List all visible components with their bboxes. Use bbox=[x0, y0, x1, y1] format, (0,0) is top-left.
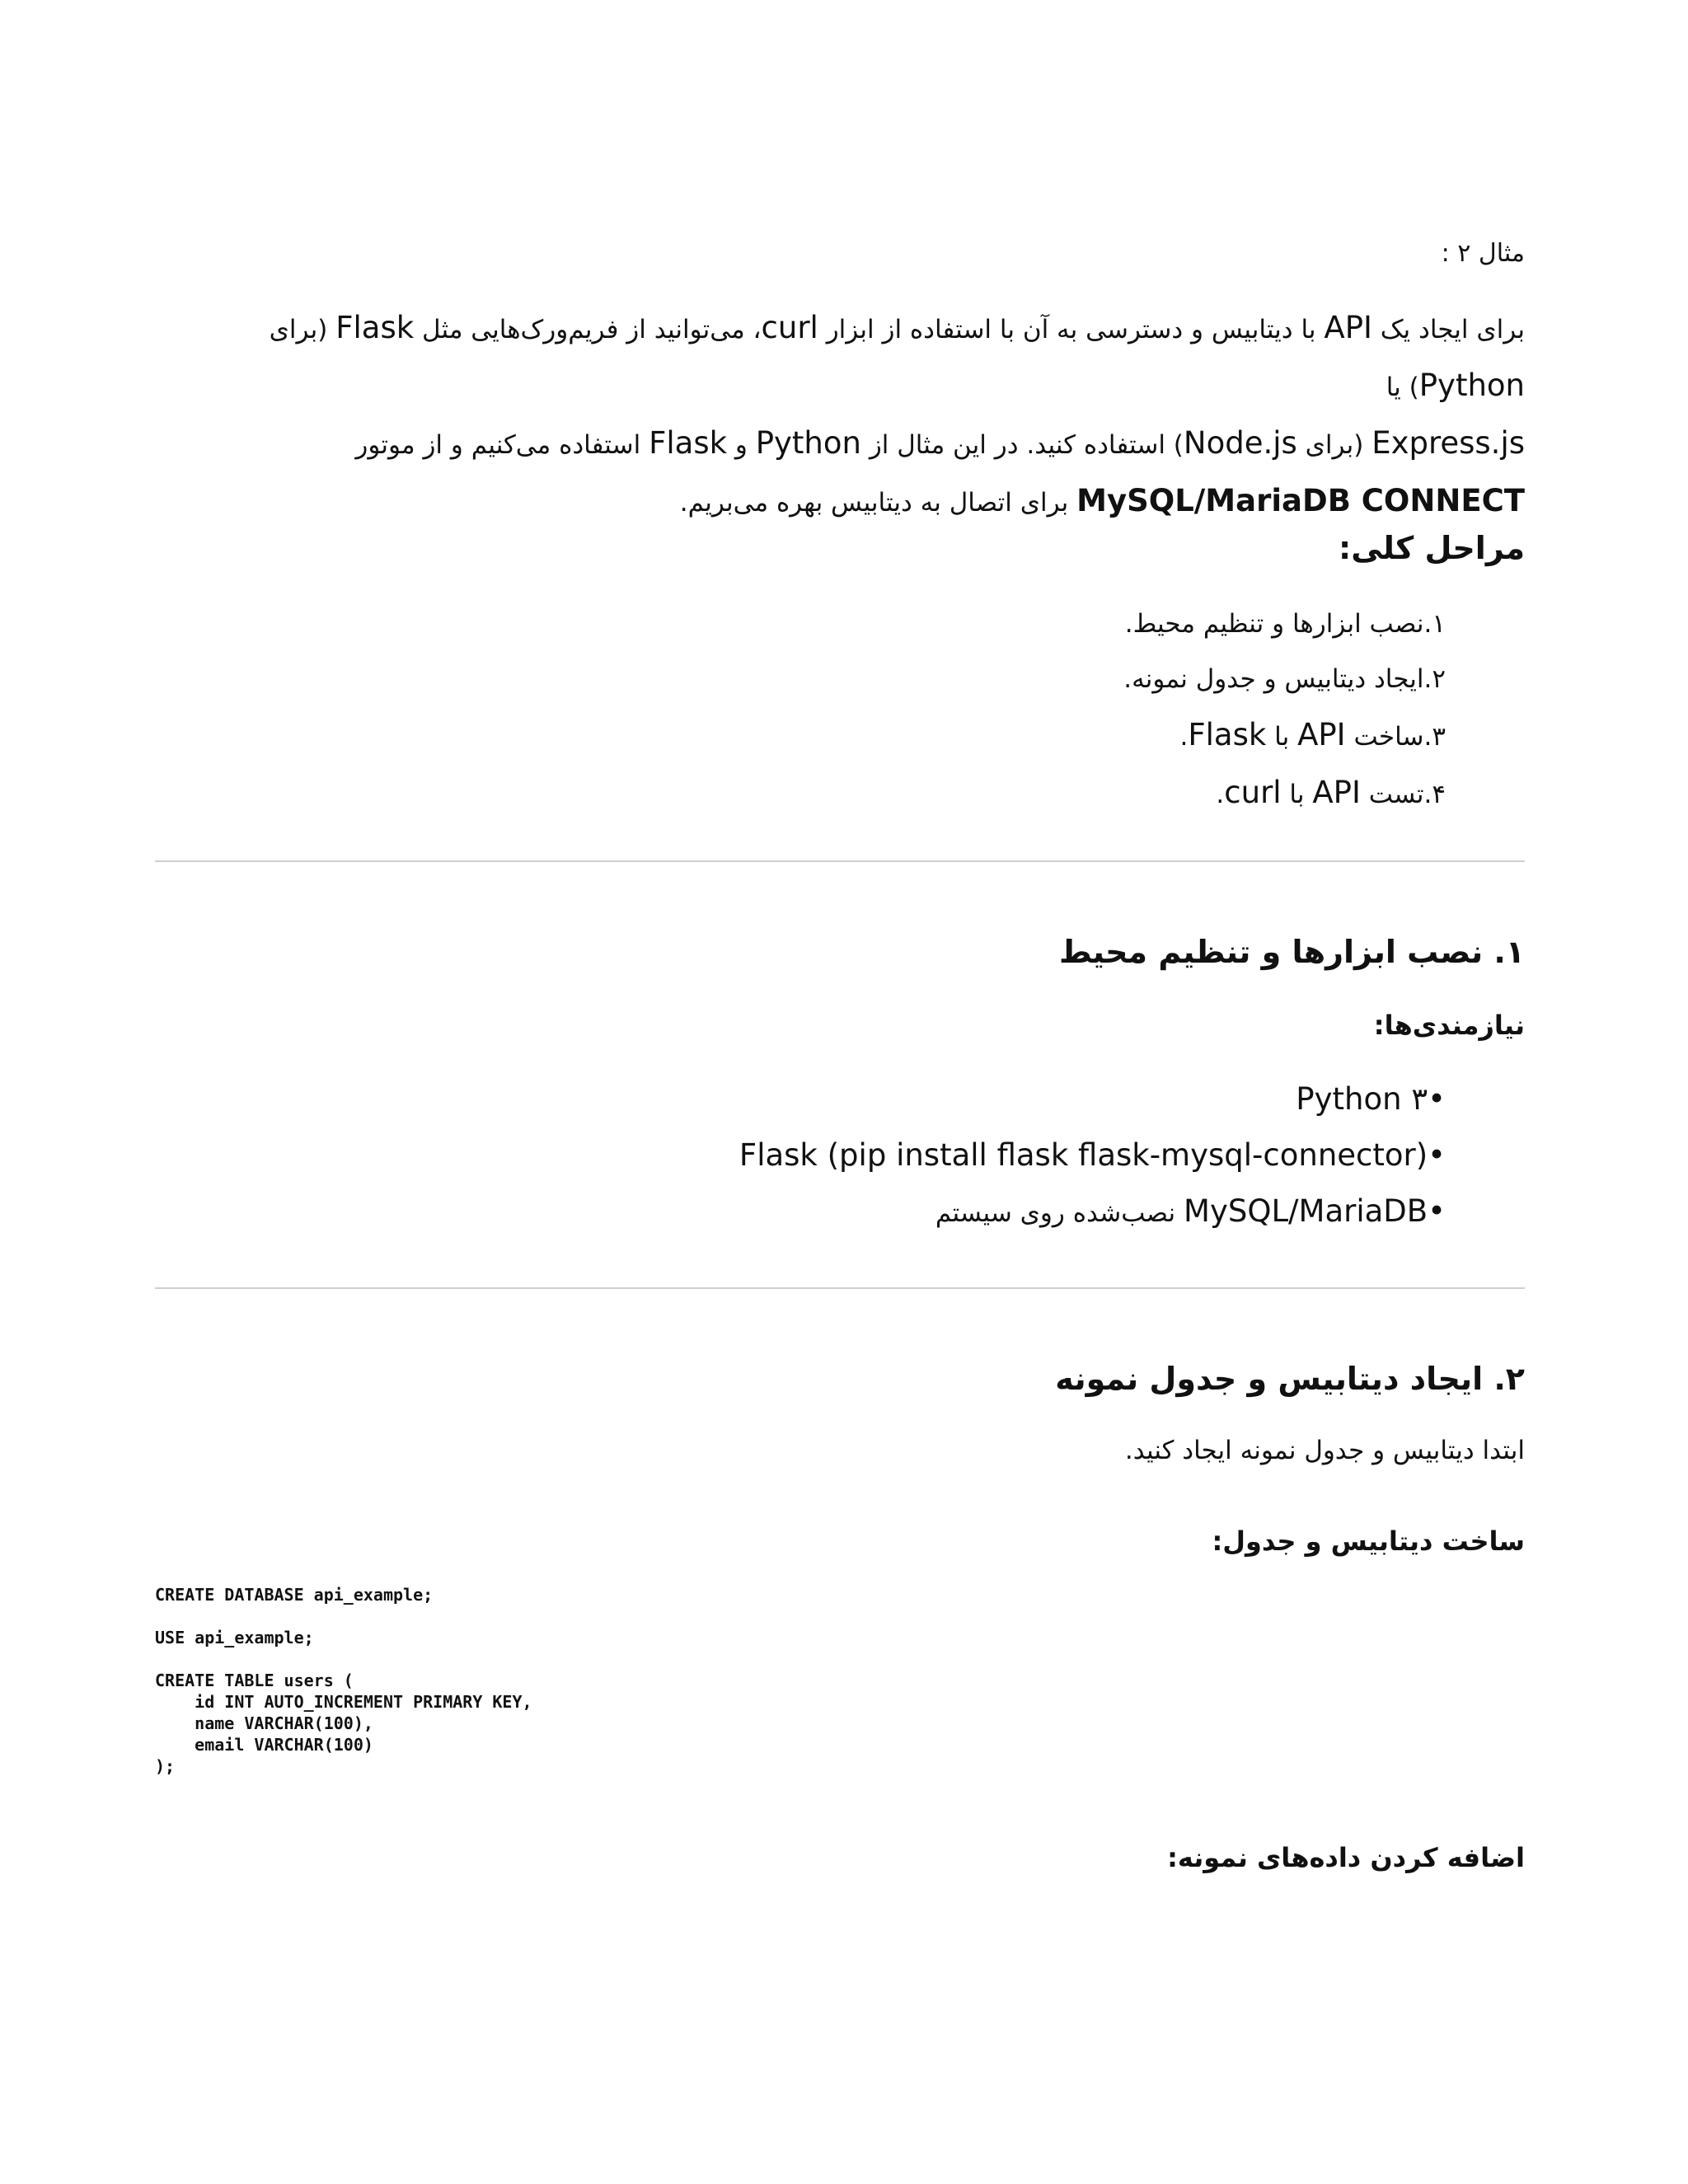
intro-engine: MySQL/MariaDB CONNECT bbox=[1076, 483, 1525, 518]
list-item bbox=[457, 1183, 1446, 1241]
intro-text: ، می‌توانید از فریم‌ورک‌هایی مثل bbox=[414, 315, 762, 344]
list-item: ۱.نصب ابزارها و تنظیم محیط. bbox=[1124, 609, 1446, 639]
list-item: •Python ۳ bbox=[1296, 1081, 1446, 1117]
list-item: ۲.ایجاد دیتابیس و جدول نمونه. bbox=[1123, 664, 1446, 694]
example-label: مثال ۲ : bbox=[1441, 239, 1525, 268]
document-page bbox=[155, 0, 1525, 2184]
step-curl: curl bbox=[1224, 775, 1282, 810]
intro-text: و bbox=[727, 430, 756, 460]
intro-flask: Flask bbox=[649, 425, 728, 461]
intro-python: Python bbox=[755, 425, 861, 461]
intro-text: (برای bbox=[1296, 430, 1372, 460]
step-text: با bbox=[1281, 780, 1313, 809]
intro-line-2 bbox=[155, 415, 1525, 473]
intro-text: استفاده می‌کنیم و از موتور bbox=[355, 430, 649, 460]
list-item bbox=[704, 707, 1446, 765]
intro-text: برای اتصال به دیتابیس بهره می‌بریم. bbox=[679, 488, 1077, 518]
section2-paragraph: ابتدا دیتابیس و جدول نمونه ایجاد کنید. bbox=[1124, 1436, 1525, 1465]
step-api: API bbox=[1312, 775, 1361, 810]
intro-express: Express.js bbox=[1372, 425, 1525, 461]
intro-curl: curl bbox=[761, 310, 818, 345]
intro-line-1 bbox=[155, 300, 1525, 415]
step-text: ۴.تست bbox=[1360, 780, 1446, 809]
divider bbox=[155, 860, 1525, 862]
req-text: •MySQL/MariaDB bbox=[1184, 1193, 1446, 1229]
sql-code-block: CREATE DATABASE api_example; USE api_example; CREATE TABLE users ( id INT AUTO_INCREMENT PRIMARY KEY, name VARCHAR(100), email VARCHAR(100) ); bbox=[155, 1585, 532, 1776]
intro-api: API bbox=[1324, 310, 1372, 345]
step-text: . bbox=[1216, 780, 1225, 809]
intro-text: ) یا bbox=[1386, 373, 1419, 402]
intro-flask: Flask bbox=[335, 310, 415, 345]
section1-title: ۱. نصب ابزارها و تنظیم محیط bbox=[1058, 934, 1525, 970]
intro-text: (برای bbox=[269, 315, 336, 344]
intro-text: برای ایجاد یک bbox=[1372, 315, 1525, 344]
intro-paragraph bbox=[155, 300, 1525, 531]
intro-line-3 bbox=[155, 473, 1525, 531]
section2-subhead-2: اضافه کردن داده‌های نمونه: bbox=[1167, 1842, 1525, 1873]
general-steps-title: مراحل کلی: bbox=[1339, 530, 1525, 566]
intro-text: ) استفاده کنید. در این مثال از bbox=[860, 430, 1184, 460]
step-flask: Flask bbox=[1188, 717, 1267, 752]
step-api: API bbox=[1297, 717, 1346, 752]
intro-node: Node.js bbox=[1183, 425, 1297, 461]
step-text: ۳.ساخت bbox=[1345, 722, 1446, 752]
step-text: . bbox=[1179, 722, 1189, 752]
requirements-list bbox=[457, 1071, 1446, 1241]
divider bbox=[155, 1287, 1525, 1289]
requirements-title: نیازمندی‌ها: bbox=[1373, 1010, 1525, 1041]
list-item bbox=[704, 765, 1446, 823]
general-steps-list bbox=[704, 597, 1446, 823]
intro-text: با دیتابیس و دسترسی به آن با استفاده از ابزار bbox=[818, 315, 1325, 344]
section2-subhead: ساخت دیتابیس و جدول: bbox=[1212, 1526, 1525, 1557]
list-item: •Flask (pip install flask flask-mysql-connector) bbox=[738, 1137, 1446, 1173]
intro-python: Python bbox=[1418, 368, 1525, 403]
step-text: با bbox=[1266, 722, 1298, 752]
section2-title: ۲. ایجاد دیتابیس و جدول نمونه bbox=[1055, 1361, 1525, 1397]
req-text: نصب‌شده روی سیستم bbox=[935, 1198, 1184, 1228]
